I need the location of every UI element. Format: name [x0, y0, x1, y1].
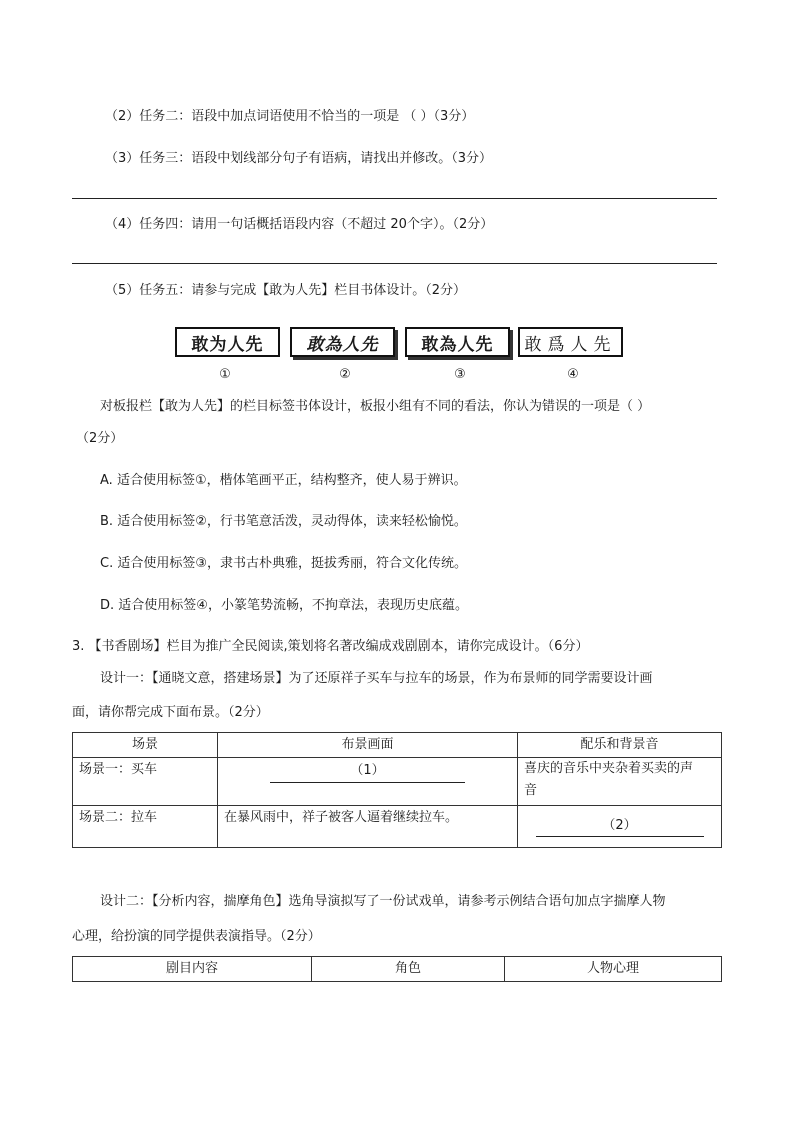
header-role: 角色	[312, 957, 505, 982]
scene-1-music-line2: 音	[524, 783, 538, 798]
label-4-number: ④	[567, 367, 579, 382]
option-a[interactable]	[100, 472, 467, 490]
label-4-xiaozhuan: 敢爲人先	[518, 327, 623, 357]
task-5: （5）任务五：请参与完成【敢为人先】栏目书体设计。（2分）	[105, 283, 467, 298]
scene-1-music-line1: 喜庆的音乐中夹杂着买卖的声	[524, 761, 694, 776]
scene-table	[72, 732, 722, 848]
question-score: （2分）	[76, 431, 124, 446]
scene-2-name: 场景二：拉车	[73, 806, 218, 848]
label-1-kaishu: 敢为人先	[175, 327, 280, 357]
scene-1-music	[518, 758, 722, 806]
label-2-number: ②	[339, 367, 351, 382]
task-4: （4）任务四：请用一句话概括语段内容（不超过 20个字）。（2分）	[105, 217, 494, 232]
option-b-letter: B.	[100, 514, 114, 529]
header-scene: 场景	[73, 733, 218, 758]
option-d-text: 适合使用标签④，小篆笔势流畅，不拘章法，表现历史底蕴。	[118, 598, 468, 613]
blank-2[interactable]: （2）	[536, 816, 704, 837]
option-c-letter: C.	[100, 556, 114, 571]
option-b[interactable]	[100, 513, 467, 531]
label-3-lishu: 敢為人先	[405, 327, 510, 357]
header-music: 配乐和背景音	[518, 733, 722, 758]
blank-1[interactable]: （1）	[270, 760, 465, 783]
label-1-number: ①	[219, 367, 231, 382]
design2-line2: 心理，给扮演的同学提供表演指导。（2分）	[72, 929, 321, 944]
task-3: （3）任务三：语段中划线部分句子有语病，请找出并修改。（3分）	[105, 151, 493, 166]
scene-1-name: 场景一：买车	[73, 758, 218, 806]
design1-line2: 面，请你帮完成下面布景。（2分）	[72, 705, 269, 720]
design2-line1: 设计二：【分析内容，揣摩角色】选角导演拟写了一份试戏单，请参考示例结合语句加点字揣摩人物	[100, 894, 666, 909]
calligraphy-labels	[175, 322, 645, 392]
option-c[interactable]	[100, 555, 467, 573]
task-2: （2）任务二：语段中加点词语使用不恰当的一项是 （ ）（3分）	[105, 109, 475, 124]
header-play-content: 剧目内容	[73, 957, 312, 982]
header-picture: 布景画面	[218, 733, 518, 758]
label-2-xingshu: 敢為人先	[290, 327, 395, 357]
label-3-number: ③	[454, 367, 466, 382]
scene-2-music[interactable]	[518, 806, 722, 848]
design1-line1: 设计一：【通晓文意，搭建场景】为了还原祥子买车与拉车的场景，作为布景师的同学需要设计画	[100, 671, 653, 686]
option-d-letter: D.	[100, 598, 115, 613]
option-c-text: 适合使用标签③，隶书古朴典雅，挺拔秀丽，符合文化传统。	[117, 556, 468, 571]
scene-2-picture: 在暴风雨中，祥子被客人逼着继续拉车。	[218, 806, 518, 848]
option-b-text: 适合使用标签②，行书笔意活泼，灵动得体，读来轻松愉悦。	[117, 514, 467, 529]
scene-1-picture[interactable]	[218, 758, 518, 806]
casting-table	[72, 956, 722, 982]
option-a-text: 适合使用标签①，楷体笔画平正，结构整齐，使人易于辨识。	[116, 473, 467, 488]
option-a-letter: A.	[100, 473, 113, 488]
answer-line-task-4[interactable]	[72, 263, 717, 264]
answer-line-task-3[interactable]	[72, 198, 717, 199]
header-psychology: 人物心理	[505, 957, 722, 982]
option-d[interactable]	[100, 597, 468, 615]
question-stem: 对板报栏【敢为人先】的栏目标签书体设计，板报小组有不同的看法，你认为错误的一项是（ ）	[100, 399, 651, 414]
q3-intro: 3. 【书香剧场】栏目为推广全民阅读,策划将名著改编成戏剧剧本，请你完成设计。（6分）	[72, 639, 589, 654]
